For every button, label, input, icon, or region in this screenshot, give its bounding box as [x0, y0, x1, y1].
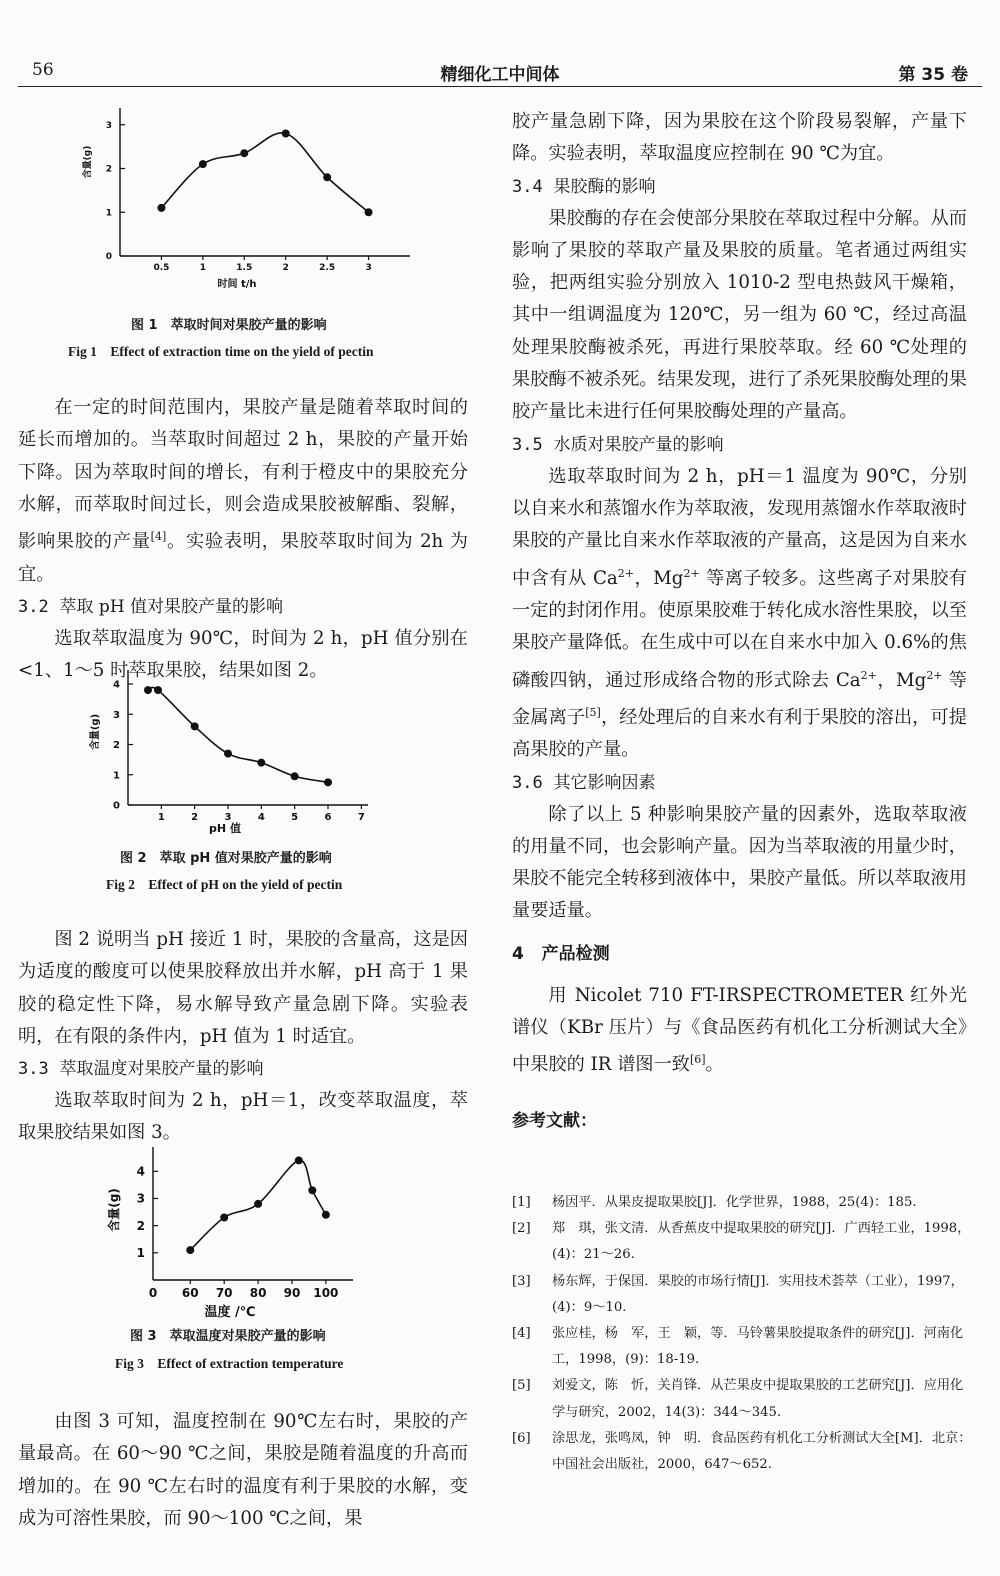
x-tick-label: 7: [357, 812, 365, 823]
reference-number: [4]: [512, 1326, 531, 1342]
paragraph: 用 Nicolet 710 FT-IRSPECTROMETER 红外光谱仪（KBr 压片）与《食品医药有机化工分析测试大全》中果胶的 IR 谱图一致[6]。: [512, 984, 967, 1076]
y-tick-label: 0: [113, 800, 120, 812]
section-heading-3-5: 3.5 水质对果胶产量的影响: [512, 434, 724, 455]
paragraph: 选取萃取时间为 2 h，pH＝1 温度为 90℃，分别以自来水和蒸馏水作为萃取液，发现用蒸馏水作萃取液时果胶的产量比自来水作萃取液的产量高，这是因为自来水中含有从 $Ca^{2+}$，$Mg^{2+}$ 等离子较多。这些离子对果胶有一定的封闭作用。使原果胶难于转化成水溶性果胶，以至果胶产量降低。在生成中可以在自来水中加入 0.6%的焦磷酸四钠，通过形成络合物的形式除去 $Ca^{2+}$，$Mg^{2+}$ 等金属离子[5]，经处理后的自来水有利于果胶的溶出，可提高果胶的产量。: [512, 465, 967, 761]
x-tick-label: 70: [215, 1286, 233, 1300]
reference-number: [3]: [512, 1273, 531, 1289]
figure-2-chart: [90, 672, 380, 840]
x-tick-label: 4: [257, 812, 265, 823]
citation: [6]: [689, 1053, 706, 1067]
x-tick-label: 60: [181, 1286, 199, 1300]
x-tick-label: 90: [283, 1286, 301, 1300]
section-heading-3-4: 3.4 果胶酶的影响: [512, 176, 656, 197]
x-tick-label: 5: [291, 812, 299, 823]
x-tick-label: 2: [191, 812, 199, 823]
paragraph: 胶产量急剧下降，因为果胶在这个阶段易裂解，产量下降。实验表明，萃取温度应控制在 90 ℃为宜。: [512, 111, 967, 165]
data-point: [157, 204, 165, 212]
data-point: [295, 1156, 303, 1164]
reference-item: [512, 1190, 972, 1216]
page-number: 56: [32, 60, 54, 80]
journal-title: 精细化工中间体: [440, 65, 560, 85]
data-point: [291, 772, 299, 780]
left-column-middle: [18, 924, 468, 1150]
references-heading: 参考文献：: [512, 1110, 597, 1131]
series-line: [148, 687, 328, 782]
x-tick-label: 3: [365, 263, 372, 273]
figure-1-caption-cn: 图 1 萃取时间对果胶产量的影响: [131, 318, 327, 333]
reference-item: [512, 1321, 972, 1373]
figure-3-caption-cn: 图 3 萃取温度对果胶产量的影响: [130, 1329, 326, 1344]
reference-number: [1]: [512, 1195, 531, 1210]
data-point: [220, 1214, 228, 1222]
x-tick-label: 0: [148, 1286, 158, 1300]
left-column-upper: [18, 392, 468, 687]
x-tick-label: 0.5: [153, 263, 170, 273]
figure-1-caption-en: Fig 1 Effect of extraction time on the yield of pectin: [68, 344, 374, 359]
y-tick-label: 3: [105, 120, 112, 131]
figure-2-caption-cn: 图 2 萃取 pH 值对果胶产量的影响: [120, 851, 332, 866]
reference-number: [5]: [512, 1378, 531, 1394]
data-point: [257, 759, 265, 767]
section-heading-3-2: 3.2 萃取 pH 值对果胶产量的影响: [18, 596, 284, 617]
y-tick-label: 1: [136, 1246, 145, 1261]
series-line: [161, 133, 368, 212]
right-column: [512, 106, 967, 1131]
paragraph: 选取萃取温度为 90℃，时间为 2 h，pH 值分别在<1、1～5 时萃取果胶，结果如图 2。: [18, 627, 468, 682]
paragraph: 果胶酶的存在会使部分果胶在萃取过程中分解。从而影响了果胶的萃取产量及果胶的质量。笔者通过两组实验，把两组实验分别放入 1010-2 型电热鼓风干燥箱，其中一组调温度为 120℃，另一组为 60 ℃，经过高温处理果胶酶被杀死，再进行果胶萃取。经 60 ℃处理的果胶酶不被杀死。结果发现，进行了杀死果胶酶处理的果胶产量比未进行任何果胶酶处理的产量高。: [512, 207, 967, 423]
x-tick-label: 1.5: [236, 263, 253, 273]
reference-text: 郑 琪，张文清．从香蕉皮中提取果胶的研究[J]．广西轻工业，1998，(4)：21～26.: [552, 1221, 971, 1263]
figure-1-chart: [82, 112, 412, 302]
y-axis-label: 含量(g): [107, 1188, 121, 1232]
section-heading-4: 4 产品检测: [512, 943, 610, 964]
y-tick-label: 3: [136, 1191, 145, 1206]
y-tick-label: 1: [113, 770, 120, 782]
x-tick-label: 80: [249, 1286, 267, 1300]
y-tick-label: 2: [136, 1218, 145, 1233]
x-axis-label: 温度 /℃: [204, 1305, 256, 1320]
reference-text: 杨东辉，于保国．果胶的市场行情[J]．实用技术荟萃（工业），1997，(4)：9～10.: [552, 1273, 964, 1315]
y-tick-label: 2: [113, 740, 120, 752]
reference-number: [2]: [512, 1221, 531, 1237]
data-point: [282, 130, 290, 138]
y-tick-label: 0: [105, 252, 112, 263]
x-tick-label: 1: [199, 263, 206, 273]
x-tick-label: 2.5: [319, 263, 336, 273]
volume-label: 第 35 卷: [898, 65, 968, 85]
y-tick-label: 4: [113, 679, 120, 691]
data-point: [324, 778, 332, 786]
data-point: [199, 160, 207, 168]
reference-item: [512, 1216, 972, 1268]
x-tick-label: 6: [324, 812, 332, 823]
reference-number: [6]: [512, 1430, 531, 1446]
y-axis-label: 含量(g): [83, 145, 93, 179]
data-point: [365, 208, 373, 216]
reference-text: 杨因平．从果皮提取果胶[J]．化学世界，1988，25(4)：185.: [552, 1195, 917, 1210]
y-axis-label: 含量(g): [90, 713, 101, 751]
paragraph: 在一定的时间范围内，果胶产量是随着萃取时间的延长而增加的。当萃取时间超过 2 h，果胶的产量开始下降。因为萃取时间的增长，有利于橙皮中的果胶充分水解，而萃取时间过长，则会造成果胶被解酯、裂解，影响果胶的产量[4]。实验表明，果胶萃取时间为 2h 为宜。: [18, 397, 468, 585]
section-heading-3-3: 3.3 萃取温度对果胶产量的影响: [18, 1059, 264, 1080]
x-tick-label: 100: [313, 1286, 339, 1300]
figure-2-caption-en: Fig 2 Effect of pH on the yield of pectin: [106, 877, 343, 892]
data-point: [308, 1186, 316, 1194]
reference-text: 张应桂，杨 军，王 颖，等．马铃薯果胶提取条件的研究[J]．河南化工，1998，(9)：18-19.: [552, 1326, 964, 1368]
data-point: [240, 149, 248, 157]
data-point: [224, 750, 232, 758]
reference-list: [512, 1190, 972, 1478]
data-point: [254, 1200, 262, 1208]
page-header: [18, 56, 982, 87]
reference-text: 涂思龙，张鸣凤，钟 明．食品医药有机化工分析测试大全[M]．北京：中国社会出版社，2000，647～652.: [552, 1430, 972, 1473]
reference-item: [512, 1426, 972, 1478]
paragraph: 图 2 说明当 pH 接近 1 时，果胶的含量高，这是因为适度的酸度可以使果胶释放出并水解，pH 高于 1 果胶的稳定性下降，易水解导致产量急剧下降。实验表明，在有限的条件内，pH 值为 1 时适宜。: [18, 929, 468, 1047]
data-point: [144, 686, 152, 694]
y-tick-label: 3: [113, 709, 120, 721]
y-tick-label: 2: [105, 164, 112, 175]
data-point: [323, 173, 331, 181]
reference-item: [512, 1269, 972, 1321]
data-point: [191, 722, 199, 730]
paragraph: 除了以上 5 种影响果胶产量的因素外，选取萃取液的用量不同，也会影响产量。因为当萃取液的用量少时，果胶不能完全转移到液体中，果胶产量低。所以萃取液用量要适量。: [512, 803, 967, 922]
data-point: [322, 1211, 330, 1219]
y-tick-label: 4: [136, 1164, 145, 1179]
citation: [5]: [585, 705, 601, 719]
data-point: [186, 1246, 194, 1254]
citation: [4]: [150, 530, 167, 544]
y-tick-label: 1: [105, 208, 112, 219]
reference-item: [512, 1373, 972, 1425]
x-axis-label: 时间 t/h: [217, 279, 257, 290]
x-tick-label: 3: [224, 812, 232, 823]
reference-text: 刘爱文，陈 忻，关肖锋．从芒果皮中提取果胶的工艺研究[J]．应用化学与研究，2002，14(3)：344～345.: [552, 1378, 964, 1420]
x-tick-label: 2: [282, 263, 289, 273]
left-column-lower: [18, 1406, 468, 1535]
x-tick-label: 1: [157, 812, 165, 823]
section-heading-3-6: 3.6 其它影响因素: [512, 772, 656, 793]
x-axis-label: pH 值: [209, 822, 241, 835]
figure-3-chart: [107, 1150, 380, 1320]
figure-3-caption-en: Fig 3 Effect of extraction temperature: [115, 1356, 344, 1371]
paragraph: 选取萃取时间为 2 h，pH＝1，改变萃取温度，萃取果胶结果如图 3。: [18, 1090, 468, 1144]
paragraph: 由图 3 可知，温度控制在 90℃左右时，果胶的产量最高。在 60～90 ℃之间，果胶是随着温度的升高而增加的。在 90 ℃左右时的温度有利于果胶的水解，变成为可溶性果胶，而 90～100 ℃之间，果: [18, 1411, 468, 1529]
data-point: [154, 686, 162, 694]
